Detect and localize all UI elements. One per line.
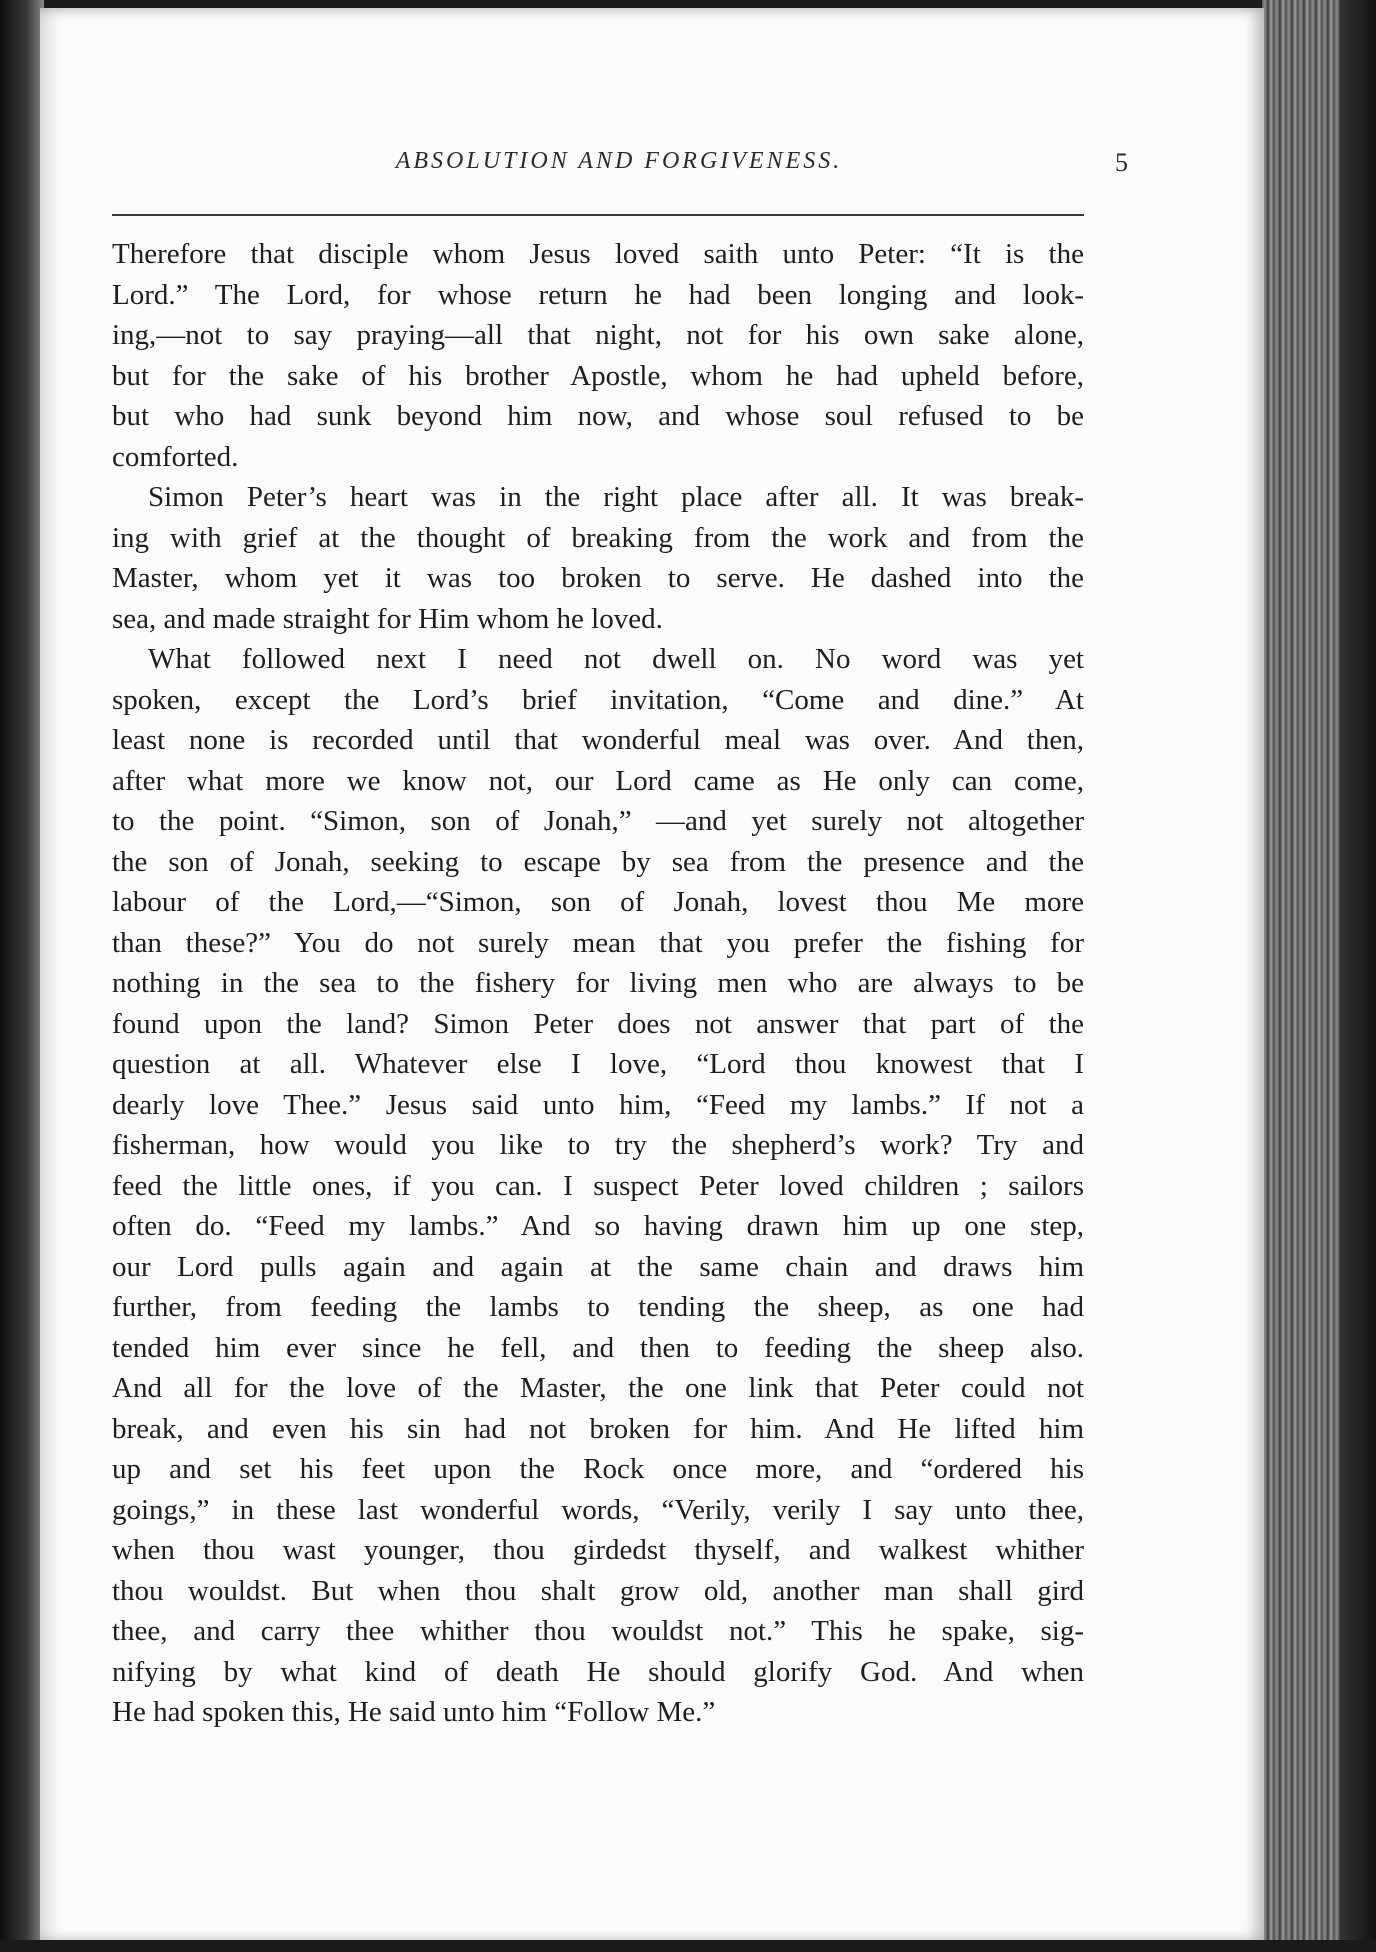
- text-line: but who had sunk beyond him now, and whose soul refused to be: [112, 400, 1084, 432]
- text-line: What followed next I need not dwell on. No word was yet: [148, 643, 1084, 675]
- text-line: Therefore that disciple whom Jesus loved saith unto Peter: “It is the: [112, 238, 1084, 270]
- page-number: 5: [1115, 148, 1128, 177]
- text-line: comforted.: [112, 440, 239, 473]
- text-line: Master, whom yet it was too broken to serve. He dashed into the: [112, 562, 1084, 594]
- text-line: sea, and made straight for Him whom he loved.: [112, 602, 663, 635]
- text-line: nothing in the sea to the fishery for living men who are always to be: [112, 967, 1084, 999]
- text-line: Simon Peter’s heart was in the right place after all. It was break-: [148, 481, 1084, 513]
- text-line: but for the sake of his brother Apostle, whom he had upheld before,: [112, 359, 1084, 392]
- text-line: tended him ever since he fell, and then to feeding the sheep also.: [112, 1331, 1084, 1364]
- text-line: Lord.” The Lord, for whose return he had been longing and look-: [112, 278, 1084, 311]
- text-line: least none is recorded until that wonderful meal was over. And then,: [112, 724, 1084, 756]
- scan-left-edge: [0, 0, 44, 1952]
- text-line: further, from feeding the lambs to tending the sheep, as one had: [112, 1291, 1084, 1323]
- text-line: nifying by what kind of death He should glorify God. And when: [112, 1655, 1084, 1688]
- text-line: thee, and carry thee whither thou wouldst not.” This he spake, sig-: [112, 1615, 1084, 1647]
- text-line: spoken, except the Lord’s brief invitation, “Come and dine.” At: [112, 683, 1084, 716]
- text-line: He had spoken this, He said unto him “Follow Me.”: [112, 1696, 716, 1728]
- text-line: ing,—not to say praying—all that night, not for his own sake alone,: [112, 319, 1084, 351]
- text-line: And all for the love of the Master, the one link that Peter could not: [112, 1372, 1084, 1404]
- text-line: often do. “Feed my lambs.” And so having drawn him up one step,: [112, 1210, 1084, 1242]
- text-line: after what more we know not, our Lord came as He only can come,: [112, 764, 1084, 797]
- running-head: [112, 148, 1126, 188]
- text-line: when thou wast younger, thou girdedst thyself, and walkest whither: [112, 1534, 1084, 1566]
- text-line: feed the little ones, if you can. I suspect Peter loved children ; sailors: [112, 1169, 1084, 1202]
- text-line: goings,” in these last wonderful words, “Verily, verily I say unto thee,: [112, 1493, 1084, 1526]
- text-line: to the point. “Simon, son of Jonah,” —and yet surely not altogether: [112, 805, 1084, 837]
- text-line: ing with grief at the thought of breaking from the work and from the: [112, 521, 1084, 554]
- scan-bottom-edge: [0, 1940, 1376, 1952]
- text-line: found upon the land? Simon Peter does not answer that part of the: [112, 1007, 1084, 1040]
- running-title: ABSOLUTION AND FORGIVENESS.: [395, 148, 843, 174]
- text-line: up and set his feet upon the Rock once more, and “ordered his: [112, 1453, 1084, 1485]
- text-line: thou wouldst. But when thou shalt grow old, another man shall gird: [112, 1574, 1084, 1607]
- text-line: labour of the Lord,—“Simon, son of Jonah, lovest thou Me more: [112, 886, 1084, 918]
- header-rule: [112, 214, 1084, 216]
- text-line: fisherman, how would you like to try the shepherd’s work? Try and: [112, 1129, 1084, 1161]
- text-line: than these?” You do not surely mean that you prefer the fishing for: [112, 926, 1084, 959]
- text-line: question at all. Whatever else I love, “Lord thou knowest that I: [112, 1048, 1084, 1080]
- text-line: the son of Jonah, seeking to escape by sea from the presence and the: [112, 845, 1084, 878]
- text-line: break, and even his sin had not broken for him. And He lifted him: [112, 1412, 1084, 1445]
- book-page: [40, 8, 1264, 1942]
- text-line: dearly love Thee.” Jesus said unto him, “Feed my lambs.” If not a: [112, 1088, 1084, 1121]
- text-line: our Lord pulls again and again at the same chain and draws him: [112, 1250, 1084, 1283]
- book-page-edges: [1262, 0, 1376, 1952]
- body-text: [112, 234, 1084, 1733]
